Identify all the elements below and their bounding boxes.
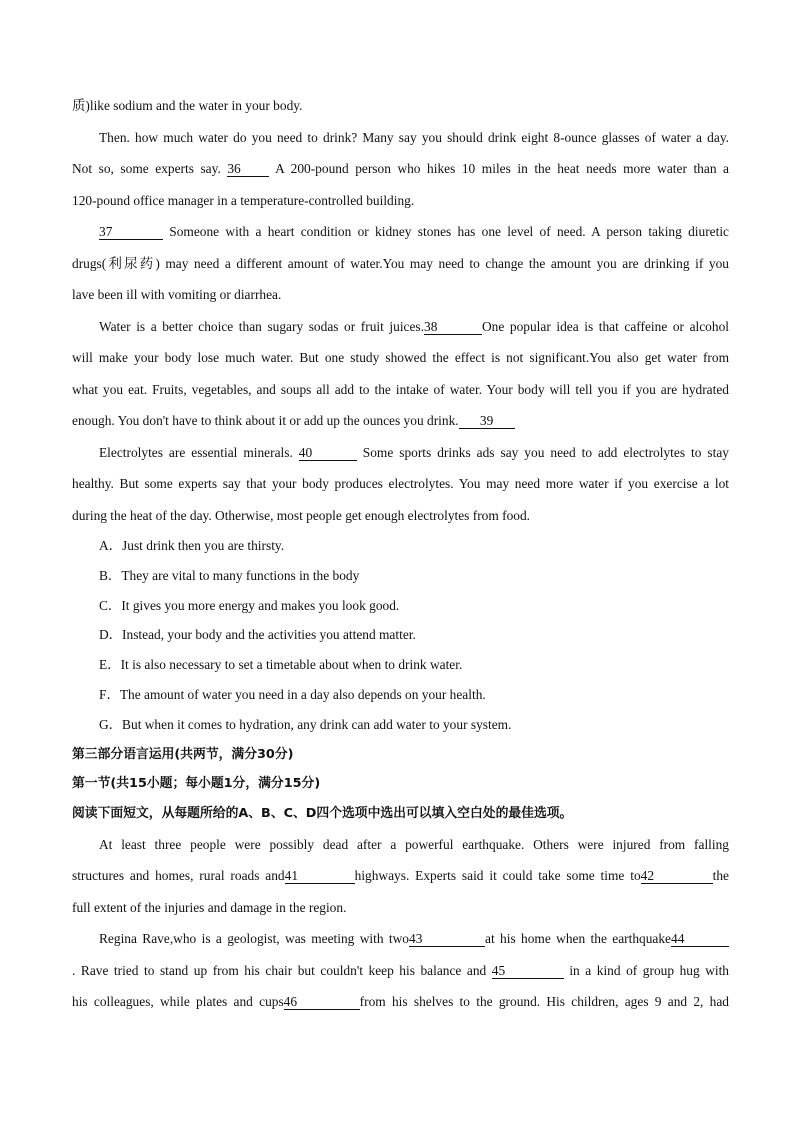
- passage-text: during the heat of the day. Otherwise, most people get enough electrolytes from food.: [72, 507, 531, 523]
- cloze-text: the: [712, 868, 729, 884]
- passage-text: Then. how much water do you need to drink? Many say you should drink eight 8-ounce glasses of water a day.: [99, 129, 729, 145]
- option-e: E．It is also necessary to set a timetable about when to drink water.: [99, 657, 463, 673]
- cloze-line-2: [72, 860, 729, 892]
- passage-line-11: [72, 405, 729, 437]
- passage-text: drugs(利尿药) may need a different amount of water.You may need to change the amount you are drinking if you: [72, 255, 729, 271]
- answer-blank-43: 43: [409, 932, 485, 947]
- cloze-line-1: [72, 829, 729, 861]
- passage-line-3: [72, 153, 729, 185]
- passage-text: 120-pound office manager in a temperature-controlled building.: [72, 192, 415, 208]
- passage-line-10: [72, 374, 729, 406]
- passage-text: Not so, some experts say.: [72, 161, 228, 176]
- answer-blank-36: 36: [227, 162, 269, 177]
- option-g: G．But when it comes to hydration, any drink can add water to your system.: [99, 716, 512, 732]
- passage-text: One popular idea is that caffeine or alcohol: [482, 318, 729, 334]
- document-page: [72, 90, 729, 1018]
- answer-blank-44: 44: [671, 932, 729, 947]
- passage-line-2: [72, 122, 729, 154]
- cloze-line-3: [72, 892, 729, 924]
- passage-text: what you eat. Fruits, vegetables, and soups all add to the intake of water. Your body will tell you if you are hydrated: [72, 381, 729, 397]
- answer-blank-41: 41: [285, 869, 355, 884]
- cloze-text: from his shelves to the ground. His children, ages 9 and 2, had: [359, 994, 729, 1010]
- passage-line-4: [72, 185, 729, 217]
- cloze-text: in a kind of group hug with: [563, 962, 729, 978]
- passage-text: will make your body lose much water. But one study showed the effect is not significant.You also get water from: [72, 350, 729, 365]
- passage-text: A 200-pound person who hikes 10 miles in the heat needs more water than a: [269, 161, 729, 176]
- option-b: B．They are vital to many functions in the body: [99, 567, 360, 583]
- option-a: A．Just drink then you are thirsty.: [99, 538, 285, 553]
- cloze-line-4: [72, 923, 729, 955]
- cloze-text: his colleagues, while plates and cups: [72, 994, 284, 1010]
- passage-line-8: [72, 311, 729, 343]
- answer-blank-42: 42: [641, 869, 713, 884]
- cloze-line-6: [72, 986, 729, 1018]
- answer-blank-46: 46: [284, 995, 360, 1010]
- passage-text: Some sports drinks ads say you need to add electrolytes to stay: [356, 444, 729, 460]
- cloze-text: at his home when the earthquake: [485, 931, 671, 947]
- passage-text: Water is a better choice than sugary sodas or fruit juices.: [99, 318, 424, 334]
- answer-blank-38: 38: [424, 320, 482, 335]
- passage-text: 质)like sodium and the water in your body.: [72, 98, 303, 113]
- answer-blank-45: 45: [492, 964, 564, 979]
- section-title: 第一节(共15小题；每小题1分，满分15分): [72, 776, 321, 792]
- cloze-text: highways. Experts said it could take some time to: [354, 868, 641, 884]
- cloze-text: At least three people were possibly dead after a powerful earthquake. Others were injured from falling: [99, 836, 729, 852]
- cloze-text: Regina Rave,who is a geologist, was meeting with two: [99, 931, 409, 947]
- passage-text: enough. You don't have to think about it or add up the ounces you drink.: [72, 413, 459, 428]
- cloze-line-5: [72, 955, 729, 987]
- passage-line-5: [72, 216, 729, 248]
- passage-line-1: [72, 90, 729, 122]
- passage-text: lave been ill with vomiting or diarrhea.: [72, 287, 282, 302]
- answer-blank-37: 37: [99, 225, 163, 240]
- instruction: 阅读下面短文，从每题所给的A、B、C、D四个选项中选出可以填入空白处的最佳选项。: [72, 806, 573, 822]
- passage-line-12: [72, 437, 729, 469]
- passage-text: Electrolytes are essential minerals.: [99, 444, 299, 460]
- passage-line-14: [72, 500, 729, 532]
- passage-line-9: [72, 342, 729, 374]
- cloze-text: . Rave tried to stand up from his chair but couldn't keep his balance and: [72, 962, 492, 978]
- cloze-text: full extent of the injuries and damage in the region.: [72, 899, 347, 915]
- option-d: D．Instead, your body and the activities you attend matter.: [99, 627, 416, 643]
- passage-line-7: [72, 279, 729, 311]
- answer-blank-39: 39: [459, 414, 515, 429]
- option-c: C．It gives you more energy and makes you look good.: [99, 597, 400, 613]
- cloze-text: structures and homes, rural roads and: [72, 868, 285, 884]
- option-f: F．The amount of water you need in a day also depends on your health.: [99, 686, 486, 702]
- answer-blank-40: 40: [299, 446, 357, 461]
- part-title: 第三部分语言运用(共两节，满分30分): [72, 746, 294, 762]
- passage-line-6: [72, 248, 729, 280]
- passage-text: Someone with a heart condition or kidney stones has one level of need. A person taking diuretic: [163, 224, 729, 239]
- passage-text: healthy. But some experts say that your body produces electrolytes. You may need more water if you exercise a lot: [72, 476, 729, 491]
- passage-line-13: [72, 468, 729, 500]
